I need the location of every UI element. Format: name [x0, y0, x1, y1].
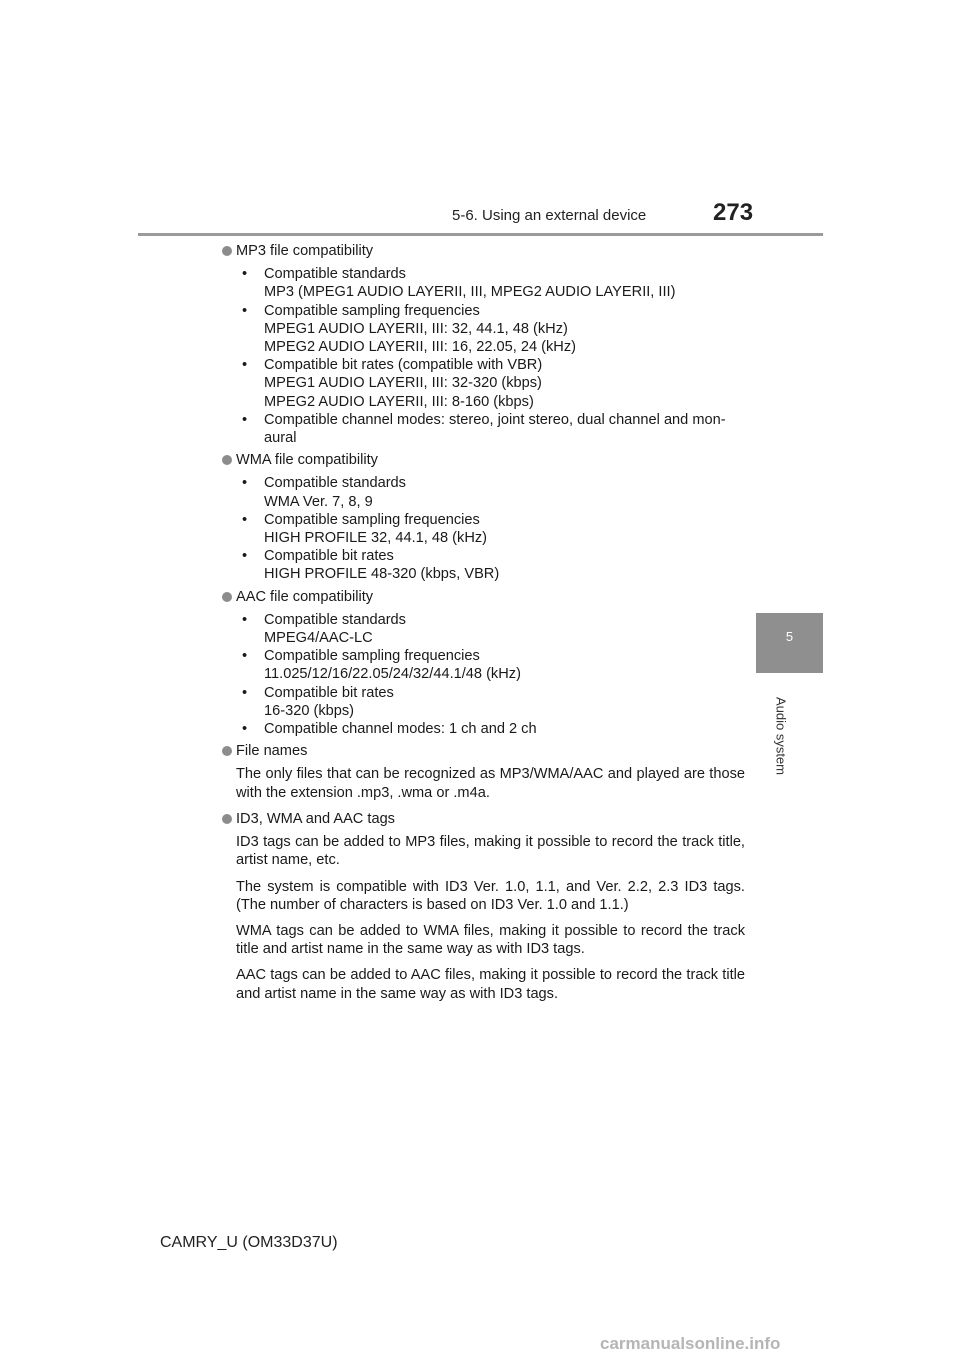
- bullet-icon: [222, 592, 232, 602]
- spec-item: [236, 611, 745, 647]
- spec-label: Compatible channel modes: 1 ch and 2 ch: [264, 721, 537, 738]
- spec-label: Compatible bit rates: [264, 548, 394, 565]
- list-bullet-icon: •: [242, 475, 248, 492]
- spec-value: MPEG1 AUDIO LAYERII, III: 32-320 (kbps): [264, 375, 542, 392]
- heading-text: MP3 file compatibility: [236, 243, 374, 259]
- spec-value: MP3 (MPEG1 AUDIO LAYERII, III, MPEG2 AUDIO LAYERII, III): [264, 284, 676, 301]
- list-bullet-icon: •: [242, 548, 248, 565]
- spec-value: WMA Ver. 7, 8, 9: [264, 493, 373, 510]
- spec-item: [236, 474, 745, 510]
- page-content: [222, 242, 745, 1011]
- spec-label: Compatible standards: [264, 475, 406, 492]
- list-bullet-icon: •: [242, 611, 248, 628]
- paragraph-group: [222, 833, 745, 1003]
- section-heading: [222, 242, 745, 260]
- page-number: 273: [713, 199, 754, 226]
- spec-list: [222, 611, 745, 738]
- spec-item: [236, 411, 745, 447]
- section-title: 5-6. Using an external device: [452, 207, 647, 224]
- spec-value: HIGH PROFILE 32, 44.1, 48 (kHz): [264, 530, 488, 547]
- list-bullet-icon: •: [242, 302, 248, 319]
- spec-label: Compatible bit rates: [264, 684, 394, 701]
- bullet-icon: [222, 814, 232, 824]
- paragraph: AAC tags can be added to AAC files, making it possible to record the track title and artist name in the same way as with ID3 tags.: [236, 967, 745, 1002]
- spec-label: Compatible channel modes: stereo, joint stereo, dual channel and mon-: [264, 411, 726, 428]
- spec-value: 11.025/12/16/22.05/24/32/44.1/48 (kHz): [264, 666, 521, 683]
- heading-text: File names: [236, 743, 308, 760]
- list-bullet-icon: •: [242, 511, 248, 528]
- list-bullet-icon: •: [242, 357, 248, 374]
- chapter-number: 5: [785, 629, 794, 644]
- spec-label: Compatible sampling frequencies: [264, 302, 480, 319]
- spec-label: Compatible standards: [264, 266, 406, 283]
- tags-section: [222, 810, 745, 1003]
- spec-label: Compatible bit rates (compatible with VBR): [264, 357, 543, 374]
- bullet-icon: [222, 246, 232, 256]
- spec-label: Compatible standards: [264, 611, 406, 628]
- filenames-section: [222, 742, 745, 802]
- paragraph: WMA tags can be added to WMA files, making it possible to record the track title and artist name in the same way as with ID3 tags.: [236, 922, 745, 958]
- list-bullet-icon: •: [242, 721, 248, 738]
- header-divider: [138, 233, 823, 236]
- spec-item: [236, 647, 745, 683]
- spec-item: [236, 684, 745, 720]
- section-heading: [222, 451, 745, 469]
- spec-item: [236, 547, 745, 583]
- spec-value: MPEG2 AUDIO LAYERII, III: 16, 22.05, 24 (kHz): [264, 339, 576, 356]
- paragraph: The only files that can be recognized as MP3/WMA/AAC and played are those with the extension .mp3, .wma or .m4a.: [236, 766, 745, 801]
- spec-list: [222, 265, 745, 447]
- model-code: CAMRY_U (OM33D37U): [160, 1234, 338, 1251]
- paragraph: The system is compatible with ID3 Ver. 1.0, 1.1, and Ver. 2.2, 2.3 ID3 tags. (The number of characters is based on ID3 Ver. 1.0 and 1.1.): [236, 878, 745, 913]
- aac-section: [222, 588, 745, 739]
- watermark: carmanualsonline.info: [600, 1334, 781, 1353]
- section-heading: [222, 742, 745, 760]
- paragraph: ID3 tags can be added to MP3 files, making it possible to record the track title, artist name, etc.: [236, 834, 745, 869]
- spec-label: Compatible sampling frequencies: [264, 648, 480, 665]
- mp3-section: [222, 242, 745, 447]
- spec-label: Compatible sampling frequencies: [264, 511, 480, 528]
- spec-item: [236, 356, 745, 411]
- chapter-tab: [756, 613, 823, 673]
- paragraph-group: [222, 765, 745, 801]
- bullet-icon: [222, 455, 232, 465]
- spec-value: 16-320 (kbps): [264, 702, 355, 719]
- heading-text: ID3, WMA and AAC tags: [236, 810, 395, 827]
- list-bullet-icon: •: [242, 648, 248, 665]
- list-bullet-icon: •: [242, 411, 248, 428]
- bullet-icon: [222, 746, 232, 756]
- spec-list: [222, 474, 745, 583]
- spec-item: [236, 302, 745, 357]
- heading-text: WMA file compatibility: [236, 452, 378, 469]
- spec-value: HIGH PROFILE 48-320 (kbps, VBR): [264, 566, 500, 583]
- heading-text: AAC file compatibility: [236, 588, 374, 605]
- spec-item: [236, 720, 745, 738]
- chapter-label-text: Audio system: [773, 696, 789, 776]
- wma-section: [222, 451, 745, 583]
- list-bullet-icon: •: [242, 266, 248, 283]
- spec-value: aural: [264, 430, 297, 447]
- section-heading: [222, 588, 745, 606]
- spec-value: MPEG2 AUDIO LAYERII, III: 8-160 (kbps): [264, 393, 534, 410]
- list-bullet-icon: •: [242, 684, 248, 701]
- spec-item: [236, 265, 745, 301]
- spec-value: MPEG1 AUDIO LAYERII, III: 32, 44.1, 48 (kHz): [264, 320, 568, 337]
- section-heading: [222, 810, 745, 828]
- spec-item: [236, 511, 745, 547]
- spec-value: MPEG4/AAC-LC: [264, 630, 373, 647]
